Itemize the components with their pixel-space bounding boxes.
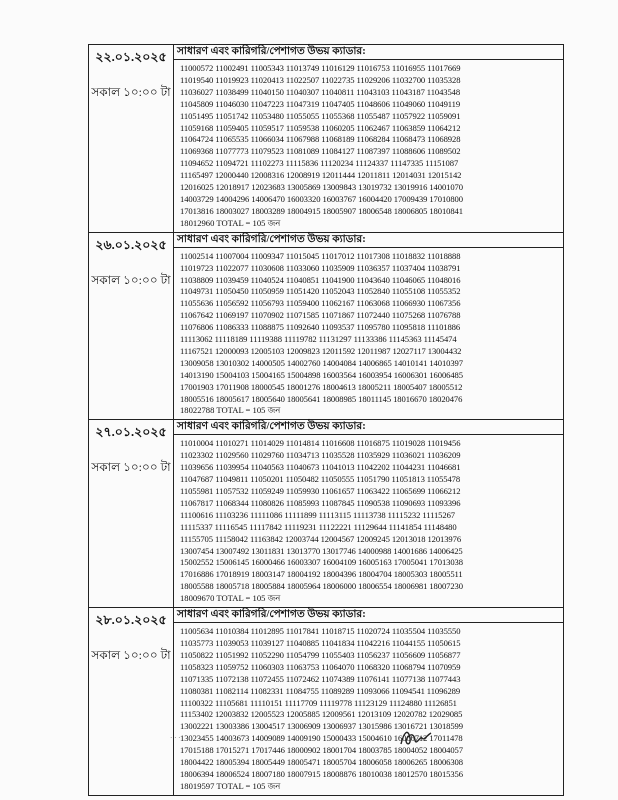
roll-number-line: 11094652 11094721 11102273 11115836 11120234 11124337 11147335 11151087 bbox=[180, 158, 459, 169]
total-line bbox=[180, 781, 561, 793]
page-dots: · · · bbox=[170, 734, 181, 742]
roll-number-line: 13002221 13003386 13004517 13006909 13006937 13015986 13016721 13018599 bbox=[180, 721, 463, 732]
roll-number-line: 11000572 11002491 11005343 11013749 11016129 11016753 11016955 11017669 bbox=[180, 63, 461, 73]
session-date-cell bbox=[89, 420, 174, 608]
cadre-heading: সাধারণ এবং কারিগরি/পেশাগত উভয় ক্যাডার: bbox=[174, 420, 564, 435]
roll-number-line: 11019540 11019923 11020413 11022507 11022735 11029206 11032700 11035328 bbox=[180, 74, 461, 85]
roll-number-line: 11153402 12003832 12005523 12005885 12009561 12013109 12020782 12029085 bbox=[180, 709, 463, 720]
roll-number-line: 11051495 11051742 11053480 11055055 11055368 11055487 11057922 11059091 bbox=[180, 110, 461, 121]
roll-number-line: 17001903 17011908 18000545 18001276 18004613 18005211 18005407 18005512 bbox=[180, 381, 463, 392]
total-count: 105 জন bbox=[252, 593, 281, 604]
roll-number-line: 11023302 11029560 11029760 11034713 11035528 11035929 11036021 11036209 bbox=[180, 450, 461, 461]
roll-number-line: 14003729 14004296 14006470 16003320 16003767 16004420 17009439 17010800 bbox=[180, 193, 463, 204]
last-roll-number: 18012960 bbox=[180, 217, 215, 228]
roll-number-line: 18004422 18005394 18005449 18005471 18005704 18006058 18006265 18006308 bbox=[180, 757, 463, 768]
roll-number-line: 11058323 11059752 11060303 11063753 11064070 11068320 11068794 11070959 bbox=[180, 661, 461, 672]
roll-number-line: 11155705 11158042 11163842 12003744 12004567 12009245 12013018 12013976 bbox=[180, 533, 462, 544]
session-header-row bbox=[89, 608, 564, 623]
exam-time: সকাল ১০:০০ টা bbox=[91, 460, 171, 475]
exam-time: সকাল ১০:০০ টা bbox=[91, 85, 171, 99]
roll-number-line: 11036027 11038499 11040150 11040307 11040811 11043103 11043187 11043548 bbox=[180, 86, 461, 97]
last-roll-number: 18009670 bbox=[180, 593, 215, 604]
roll-number-line: 17015188 17015271 17017446 18000902 18001704 18003785 18004052 18004057 bbox=[180, 745, 463, 756]
roll-number-line: 18005588 18005718 18005884 18005964 18006000 18006554 18006981 18007230 bbox=[180, 581, 463, 592]
roll-number-line: 11064724 11065535 11066034 11067988 11068189 11068284 11068473 11068928 bbox=[180, 134, 461, 145]
roll-number-line: 11067642 11069197 11070902 11071585 11071867 11072440 11075268 11076788 bbox=[180, 310, 461, 321]
total-label: TOTAL = bbox=[216, 217, 251, 228]
total-count: 105 জন bbox=[252, 780, 281, 791]
roll-number-line: 13009058 13010302 14000505 14002760 14004084 14006865 14010141 14010397 bbox=[180, 357, 463, 368]
session-header-row bbox=[89, 45, 564, 60]
roll-numbers-cell bbox=[174, 60, 564, 233]
roll-number-line: 14013190 15004103 15004165 15004898 16003564 16003954 16006301 16006485 bbox=[180, 369, 463, 380]
roll-number-line: 11069368 11077773 11079523 11081089 11084127 11087397 11088606 11089502 bbox=[180, 146, 461, 157]
roll-numbers-cell bbox=[174, 435, 564, 608]
last-roll-number: 18019597 bbox=[180, 780, 215, 791]
total-label: TOTAL = bbox=[216, 780, 251, 791]
roll-number-line: 13023455 14003673 14009089 14009190 15000433 15004610 16006712 17011478 bbox=[180, 733, 463, 744]
exam-time: সকাল ১০:০০ টা bbox=[91, 648, 171, 663]
roll-number-line: 11019723 11022077 11030608 11033060 11035909 11036357 11037404 11038791 bbox=[180, 262, 461, 273]
roll-number-line: 17016886 17018919 18003147 18004192 18004396 18004704 18005303 18005511 bbox=[180, 569, 463, 580]
roll-number-line: 11059168 11059405 11059517 11059538 11060205 11062467 11063859 11064212 bbox=[180, 122, 461, 133]
cadre-heading: সাধারণ এবং কারিগরি/পেশাগত উভয় ক্যাডার: bbox=[174, 45, 564, 60]
session-header-row bbox=[89, 232, 564, 247]
last-roll-number: 18022788 bbox=[180, 405, 215, 416]
roll-number-line: 12016025 12018917 12023683 13005869 13009843 13019732 13019916 14001070 bbox=[180, 182, 463, 193]
roll-number-line: 11039656 11039954 11040563 11040673 11041013 11042202 11044231 11046681 bbox=[180, 462, 461, 473]
exam-date: ২৭.০১.২০২৫ bbox=[95, 425, 167, 440]
exam-date: ২৬.০১.২০২৫ bbox=[95, 237, 167, 252]
roll-number-line: 11100616 11103236 11111086 11111899 11113115 11113738 11115232 11115267 bbox=[180, 509, 455, 520]
exam-date: ২২.০১.২০২৫ bbox=[95, 50, 167, 64]
session-header-row bbox=[89, 420, 564, 435]
roll-number-line: 18006394 18006524 18007180 18007915 18008876 18010038 18012570 18015356 bbox=[180, 768, 463, 779]
roll-number-line: 11002514 11007004 11009347 11015045 11017012 11017308 11018832 11018888 bbox=[180, 250, 461, 261]
session-date-cell bbox=[89, 608, 174, 796]
cadre-heading: সাধারণ এবং কারিগরি/পেশাগত উভয় ক্যাডার: bbox=[174, 232, 564, 247]
total-count: 105 জন bbox=[252, 405, 281, 416]
roll-number-line: 11035773 11039053 11039127 11040885 11041834 11042216 11044155 11050615 bbox=[180, 637, 461, 648]
exam-date: ২৮.০১.২০২৫ bbox=[95, 613, 167, 628]
roll-number-line: 11067817 11068344 11080826 11085993 11087845 11090538 11090693 11093396 bbox=[180, 497, 461, 508]
roll-numbers-cell bbox=[174, 623, 564, 796]
roll-number-line: 11165497 12000440 12008316 12008919 12011444 12011811 12014031 12015142 bbox=[180, 170, 462, 181]
roll-number-line: 11010004 11010271 11014029 11014814 11016608 11016875 11019028 11019456 bbox=[180, 438, 461, 449]
signature-mark bbox=[398, 724, 434, 750]
roll-number-line: 15002552 15006145 16000466 16003307 16004109 16005163 17005041 17013038 bbox=[180, 557, 463, 568]
roll-number-line: 11100322 11105681 11110151 11117709 11119778 11123129 11124880 11126851 bbox=[180, 697, 457, 708]
roll-number-line: 11080381 11082114 11082331 11084755 11089289 11093066 11094541 11096289 bbox=[180, 685, 461, 696]
roll-number-line: 11071335 11072138 11072455 11072462 11074389 11076141 11077138 11077443 bbox=[180, 673, 461, 684]
total-line bbox=[180, 218, 561, 230]
roll-number-line: 11055636 11056592 11056793 11059400 11062167 11063068 11066930 11067356 bbox=[180, 298, 461, 309]
total-count: 105 জন bbox=[252, 217, 281, 228]
total-label: TOTAL = bbox=[216, 405, 251, 416]
roll-number-line: 17013816 18003027 18003289 18004915 18005907 18006548 18006805 18010841 bbox=[180, 205, 463, 216]
cadre-heading: সাধারণ এবং কারিগরি/পেশাগত উভয় ক্যাডার: bbox=[174, 608, 564, 623]
session-date-cell bbox=[89, 45, 174, 233]
roll-number-line: 18005516 18005617 18005640 18005641 18008985 18011145 18016670 18020476 bbox=[180, 393, 463, 404]
roll-numbers-cell bbox=[174, 247, 564, 420]
roll-number-line: 11055981 11057532 11059249 11059930 11061657 11063422 11065699 11066212 bbox=[180, 486, 461, 496]
roll-number-line: 11005634 11010384 11012895 11017841 11018715 11020724 11035504 11035550 bbox=[180, 626, 461, 637]
roll-number-line: 13007454 13007492 13011831 13013770 13017746 14000988 14001686 14006425 bbox=[180, 545, 463, 556]
roll-number-line: 11115337 11116545 11117842 11119231 11122221 11129644 11141854 11148480 bbox=[180, 521, 457, 532]
session-date-cell bbox=[89, 232, 174, 420]
total-line bbox=[180, 593, 561, 605]
roll-number-line: 11049731 11050450 11050959 11051420 11052043 11052840 11055108 11055352 bbox=[180, 286, 461, 297]
total-line bbox=[180, 405, 561, 417]
roll-number-line: 11167521 12000093 12005103 12009823 12011592 12011987 12027117 13004432 bbox=[180, 345, 462, 356]
roll-number-line: 11047687 11049811 11050201 11050482 11050555 11051790 11051813 11055478 bbox=[180, 474, 461, 485]
exam-time: সকাল ১০:০০ টা bbox=[91, 272, 171, 287]
roll-number-line: 11113062 11118189 11119388 11119782 11131297 11133386 11145363 11145474 bbox=[180, 334, 457, 345]
roll-number-line: 11045809 11046030 11047223 11047319 11047405 11048606 11049060 11049119 bbox=[180, 98, 461, 109]
roll-number-line: 11076806 11086333 11088875 11092640 11093537 11095780 11095818 11101886 bbox=[180, 322, 461, 333]
roll-number-line: 11038809 11039459 11040524 11040851 11041900 11043640 11046065 11048016 bbox=[180, 274, 461, 285]
roll-number-line: 11050822 11051992 11052290 11054799 11055403 11056237 11056609 11056877 bbox=[180, 649, 461, 660]
total-label: TOTAL = bbox=[216, 593, 251, 604]
exam-schedule-table bbox=[88, 44, 564, 796]
